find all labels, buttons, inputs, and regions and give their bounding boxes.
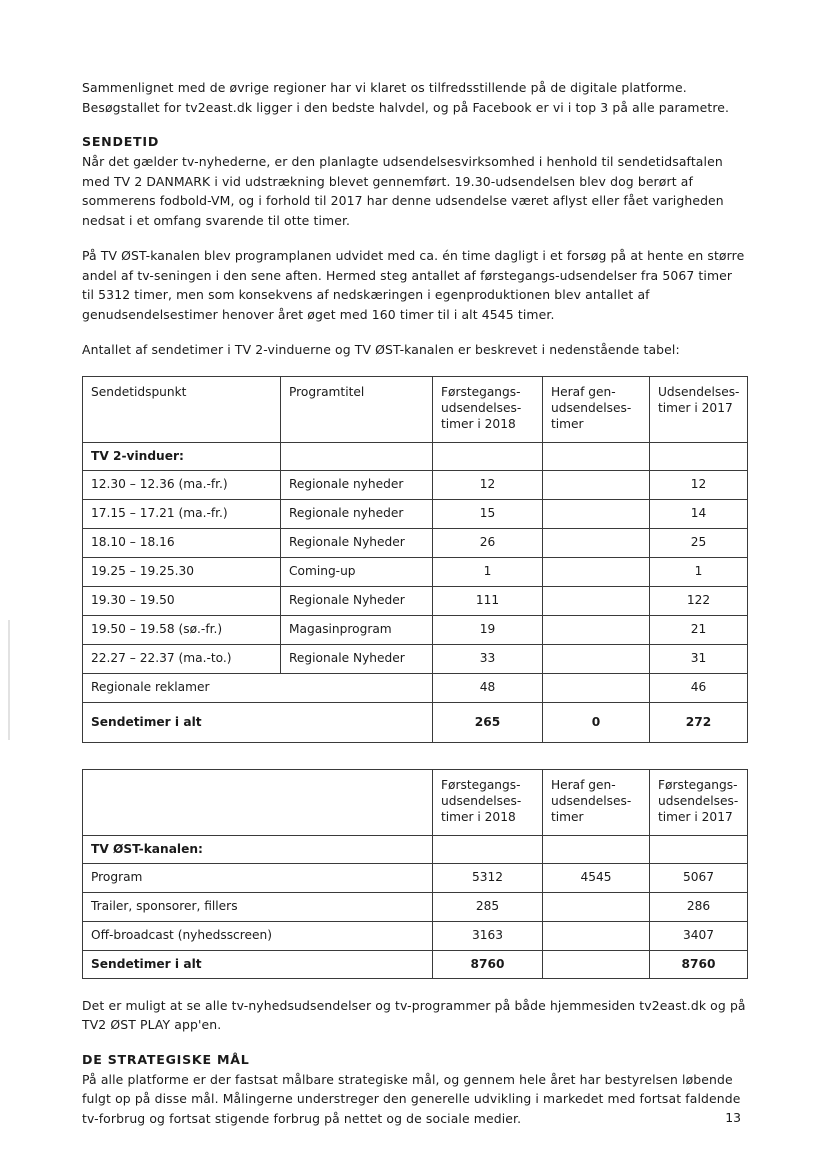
cell-label: Trailer, sponsorer, fillers [83,892,433,921]
cell-title: Regionale Nyheder [281,528,433,557]
cell-title: Coming-up [281,557,433,586]
cell-total-label: Sendetimer i alt [83,950,433,978]
cell-first-2018: 26 [433,528,543,557]
cell-time: 22.27 – 22.37 (ma.-to.) [83,644,281,673]
cell-first-2018: 111 [433,586,543,615]
cell-reruns [543,921,650,950]
page-edge-mark [8,620,10,740]
table-row [83,863,748,892]
group-empty-cell-3 [543,442,650,470]
table-row [83,615,748,644]
cell-reruns [543,499,650,528]
cell-hours-2017: 122 [650,586,748,615]
page-number: 13 [725,1110,741,1125]
cell-total-reruns [543,950,650,978]
sendetid-paragraph-2: På TV ØST-kanalen blev programplanen udvidet med ca. én time dagligt i et forsøg på at hente en større andel af tv-seningen i den sene aften. Hermed steg antallet af førstegangs-udsendelser fra 5067 timer til 5312 timer, men som konsekvens af nedskæringen i egenproduktionen blev antallet af genudsendelsestimer henover året øget med 160 timer til i alt 4545 timer. [82,248,745,322]
cell-first-2017: 286 [650,892,748,921]
table-row [83,892,748,921]
table-row [83,470,748,499]
table-group-row [83,442,748,470]
table-row [83,557,748,586]
cell-reruns [543,615,650,644]
cell-hours-2017: 31 [650,644,748,673]
table-tv2-vinduer [82,376,748,743]
table-row [83,644,748,673]
cell-hours-2017: 1 [650,557,748,586]
col-header-sendetidspunkt: Sendetidspunkt [83,376,281,442]
cell-first-2018: 1 [433,557,543,586]
cell-time: 19.25 – 19.25.30 [83,557,281,586]
group-empty-cell-3 [650,835,748,863]
group-empty-cell-1 [433,835,543,863]
cell-total-first-2017: 8760 [650,950,748,978]
cell-first-2018: 5312 [433,863,543,892]
sendetid-paragraph-3: Antallet af sendetimer i TV 2-vinduerne og TV ØST-kanalen er beskrevet i nedenstående tabel: [82,342,680,357]
cell-title: Regionale Nyheder [281,644,433,673]
table-tvost-kanalen [82,769,748,979]
cell-time: 17.15 – 17.21 (ma.-fr.) [83,499,281,528]
cell-first-2017: 5067 [650,863,748,892]
col-header-first-2018: Førstegangs-udsendelses-timer i 2018 [433,376,543,442]
table-row [83,921,748,950]
sendetid-paragraph-1: Når det gælder tv-nyhederne, er den planlagte udsendelsesvirksomhed i henhold til sendetidsaftalen med TV 2 DANMARK i vid udstrækning blevet gennemført. 19.30-udsendelsen blev dog berørt af sommerens fodbold-VM, og i forhold til 2017 har denne udsendelse været aflyst eller fået varigheden nedsat i et omfang svarende til otte timer. [82,154,724,228]
cell-time: 19.50 – 19.58 (sø.-fr.) [83,615,281,644]
cell-first-2018: 15 [433,499,543,528]
cell-reruns [543,528,650,557]
col-header-reruns: Heraf gen-udsendelses-timer [543,376,650,442]
cell-hours-2017: 25 [650,528,748,557]
cell-hours-2017: 12 [650,470,748,499]
cell-time: 18.10 – 18.16 [83,528,281,557]
table-row [83,499,748,528]
group-label-tvost-kanalen: TV ØST-kanalen: [83,835,433,863]
between-tables-paragraph: Det er muligt at se alle tv-nyhedsudsendelser og tv-programmer på både hjemmesiden tv2east.dk og på TV2 ØST PLAY app'en. [82,997,746,1032]
cell-hours-2017: 14 [650,499,748,528]
group-empty-cell-2 [433,442,543,470]
cell-title: Regionale nyheder [281,470,433,499]
cell-first-2018: 33 [433,644,543,673]
cell-label-reklamer: Regionale reklamer [83,673,433,702]
cell-first-2018: 3163 [433,921,543,950]
col-header-first-2018: Førstegangs-udsendelses-timer i 2018 [433,769,543,835]
cell-label: Program [83,863,433,892]
cell-reruns: 4545 [543,863,650,892]
cell-hours-2017: 46 [650,673,748,702]
group-empty-cell-1 [281,442,433,470]
col-header-programtitel: Programtitel [281,376,433,442]
after-table-gap [82,979,747,996]
group-empty-cell-2 [543,835,650,863]
group-empty-cell-4 [650,442,748,470]
table-row [83,586,748,615]
col-header-reruns: Heraf gen-udsendelses-timer [543,769,650,835]
table-group-row [83,835,748,863]
col-header-blank [83,769,433,835]
cell-hours-2017: 21 [650,615,748,644]
group-label-tv2-vinduer: TV 2-vinduer: [83,442,281,470]
section-heading-sendetid: SENDETID [82,134,160,149]
cell-total-label: Sendetimer i alt [83,702,433,742]
cell-reruns [543,557,650,586]
cell-first-2018: 12 [433,470,543,499]
cell-reruns [543,673,650,702]
cell-reruns [543,470,650,499]
cell-label: Off-broadcast (nyhedsscreen) [83,921,433,950]
cell-first-2017: 3407 [650,921,748,950]
col-header-first-2017: Førstegangs-udsendelses-timer i 2017 [650,769,748,835]
cell-time: 12.30 – 12.36 (ma.-fr.) [83,470,281,499]
table-gap [82,743,747,765]
cell-reruns [543,644,650,673]
cell-title: Regionale Nyheder [281,586,433,615]
cell-first-2018: 285 [433,892,543,921]
cell-title: Regionale nyheder [281,499,433,528]
cell-total-first-2018: 8760 [433,950,543,978]
cell-title: Magasinprogram [281,615,433,644]
table-header-row [83,376,748,442]
cell-time: 19.30 – 19.50 [83,586,281,615]
cell-total-reruns: 0 [543,702,650,742]
table-total-row [83,702,748,742]
strategiske-maal-paragraph: På alle platforme er der fastsat målbare strategiske mål, og gennem hele året har bestyrelsen løbende fulgt op på disse mål. Målingerne understreger den generelle udvikling i markedet med fortsat faldende tv-forbrug og fortsat stigende forbrug på nettet og de sociale medier. [82,1071,741,1126]
table-header-row [83,769,748,835]
section-heading-strategiske-maal: DE STRATEGISKE MÅL [82,1051,250,1067]
cell-total-hours-2017: 272 [650,702,748,742]
cell-reruns [543,586,650,615]
intro-paragraph: Sammenlignet med de øvrige regioner har vi klaret os tilfredsstillende på de digitale platforme. Besøgstallet for tv2east.dk ligger i den bedste halvdel, og på Facebook er vi i top 3 på alle parametre. [82,80,730,115]
cell-total-first-2018: 265 [433,702,543,742]
cell-first-2018: 19 [433,615,543,644]
table-row-reklamer [83,673,748,702]
cell-reruns [543,892,650,921]
cell-first-2018: 48 [433,673,543,702]
table-row [83,528,748,557]
table-total-row [83,950,748,978]
col-header-hours-2017: Udsendelses-timer i 2017 [650,376,748,442]
